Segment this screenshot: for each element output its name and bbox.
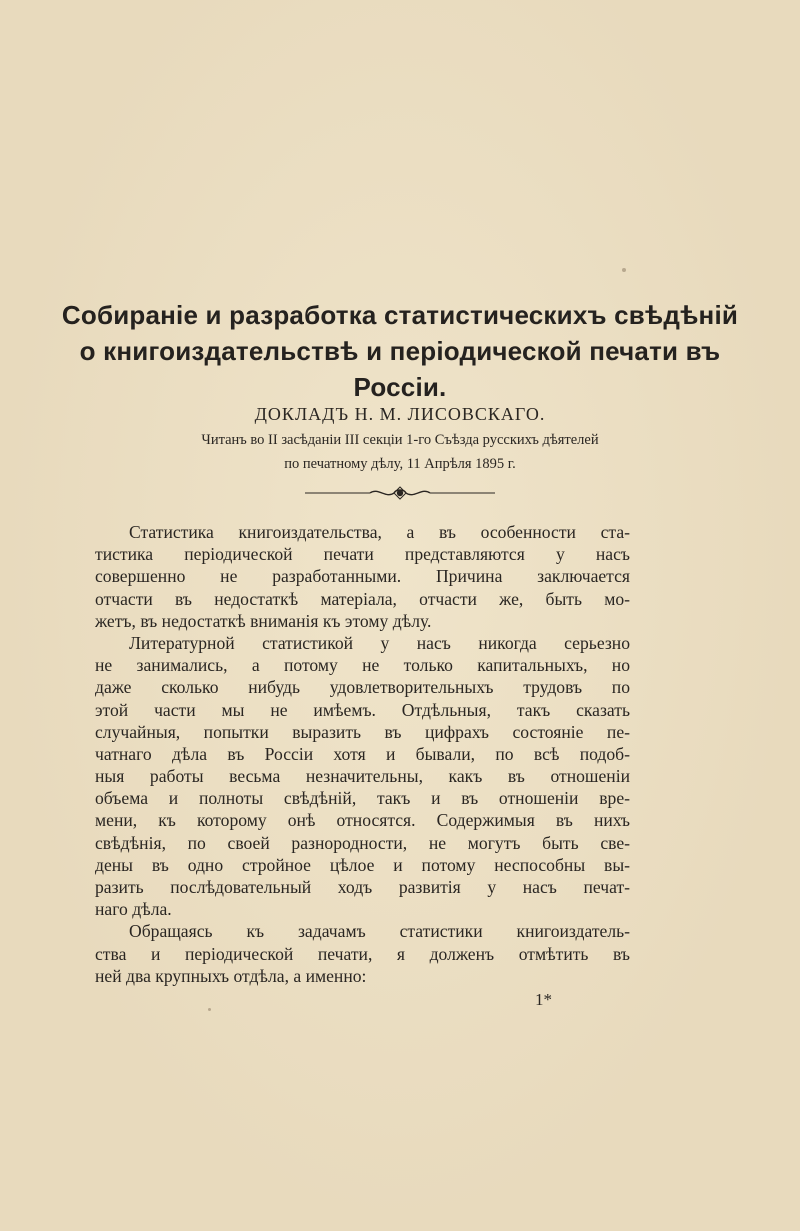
title-line-1: Собираніе и разработка статистическихъ свѣдѣній [61,300,739,330]
body-line: не занимались, а потому не только капитальныхъ, но [95,655,630,676]
body-line: чатнаго дѣла въ Россіи хотя и бывали, по всѣ подоб- [95,743,630,764]
body-line: разить послѣдовательный ходъ развитія у насъ печат- [95,877,630,897]
body-line: случайныя, попытки выразить въ цифрахъ состояніе пе- [95,721,630,742]
body-line: объема и полноты свѣдѣній, такъ и въ отношеніи вре- [95,788,630,809]
body-line: Литературной статистикой у насъ никогда серьезно [129,632,630,653]
body-line: этой части мы не имѣемъ. Отдѣльныя, такъ сказать [95,699,630,720]
body-line: мени, къ которому онѣ относятся. Содержимыя въ нихъ [95,810,630,831]
body-line: ства и періодической печати, я долженъ отмѣтить въ [95,943,630,964]
paper-speck [622,268,626,272]
ornamental-divider-icon [300,485,500,501]
page-number: 1* [535,990,552,1009]
body-line: отчасти въ недостаткѣ матеріала, отчасти же, быть мо- [95,588,630,609]
body-line: наго дѣла. [95,899,172,920]
body-text [95,521,630,987]
title-line-3: Россіи. [353,372,447,402]
reading-note [60,428,740,476]
author-line: ДОКЛАДЪ Н. М. ЛИСОВСКАГО. [254,404,546,424]
body-line: Статистика книгоиздательства, а въ особенности ста- [129,522,630,542]
body-line: дены въ одно стройное цѣлое и потому неспособны вы- [95,854,630,875]
paper-speck [208,1008,211,1011]
body-line: даже сколько нибудь удовлетворительныхъ трудовъ по [95,677,630,698]
body-line: Обращаясь къ задачамъ статистики книгоиздатель- [129,921,630,942]
title-line-2: о книгоиздательствѣ и періодической печати въ [79,336,721,366]
body-line: ней два крупныхъ отдѣла, а именно: [95,965,367,986]
article-title [60,297,740,405]
body-line: свѣдѣнія, по своей разнородности, не могутъ быть све- [95,832,630,853]
body-line: тистика періодической печати представляются у насъ [95,544,630,565]
note-line-2: по печатному дѣлу, 11 Апрѣля 1895 г. [284,456,516,472]
body-line: совершенно не разработанными. Причина заключается [95,566,630,587]
note-line-1: Читанъ во II засѣданіи III секціи 1-го Съѣзда русскихъ дѣятелей [201,432,599,448]
body-line: ныя работы весьма незначительны, какъ въ отношеніи [95,766,630,787]
body-line: жетъ, въ недостаткѣ вниманія къ этому дѣлу. [95,610,432,631]
